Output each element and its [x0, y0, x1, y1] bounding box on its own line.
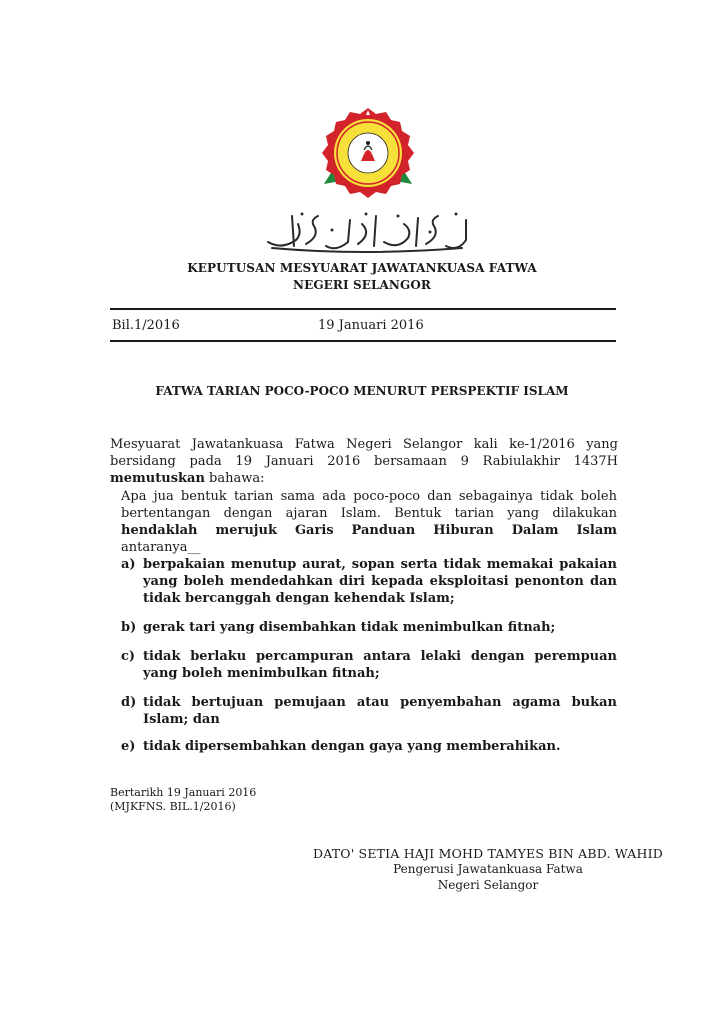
- list-item-label: b): [121, 620, 137, 635]
- signatory-organisation: Negeri Selangor: [437, 878, 539, 892]
- list-item-label: d): [121, 695, 137, 710]
- bottom-divider: [110, 340, 616, 342]
- list-item-text: gerak tari yang disembahkan tidak menimbulkan fitnah;: [143, 620, 556, 635]
- signatory-role: Pengerusi Jawatankuasa Fatwa: [393, 862, 583, 876]
- mufti-selangor-seal-logo: [320, 106, 416, 202]
- list-item: [121, 619, 617, 636]
- jawi-calligraphy-emblem: [262, 206, 472, 254]
- list-item-text: berpakaian menutup aurat, sopan serta tidak memakai pakaian yang boleh mendedahkan diri kepada eksploitasi penonton dan tidak bercanggah dengan kehendak Islam;: [143, 557, 617, 606]
- list-item-text: tidak dipersembahkan dengan gaya yang memberahikan.: [143, 739, 561, 754]
- list-item: [121, 648, 617, 682]
- document-date: 19 Januari 2016: [318, 318, 424, 333]
- list-item: [121, 556, 617, 607]
- document-heading-line-2: NEGERI SELANGOR: [293, 278, 431, 292]
- list-item: [121, 738, 617, 755]
- top-divider: [110, 308, 616, 310]
- list-item: [121, 694, 617, 728]
- list-item-text: tidak berlaku percampuran antara lelaki dengan perempuan yang boleh menimbulkan fitnah;: [143, 649, 617, 681]
- list-item-text: tidak bertujuan pemujaan atau penyembahan agama bukan Islam; dan: [143, 695, 617, 727]
- document-heading-line-1: KEPUTUSAN MESYUARAT JAWATANKUASA FATWA: [187, 261, 537, 275]
- reference-number: Bil.1/2016: [112, 318, 180, 333]
- intro-paragraph: Mesyuarat Jawatankuasa Fatwa Negeri Selangor kali ke-1/2016 yang bersidang pada 19 Januari 2016 bersamaan 9 Rabiulakhir 1437H memutuskan bahawa:: [110, 437, 618, 486]
- list-item-label: e): [121, 739, 136, 754]
- signatory-name: DATO' SETIA HAJI MOHD TAMYES BIN ABD. WAHID: [313, 846, 663, 861]
- reference-code: (MJKFNS. BIL.1/2016): [110, 800, 236, 813]
- dated-line: Bertarikh 19 Januari 2016: [110, 786, 257, 799]
- list-item-label: a): [121, 557, 136, 572]
- list-item-label: c): [121, 649, 136, 664]
- decision-paragraph: Apa jua bentuk tarian sama ada poco-poco dan sebagainya tidak boleh bertentangan dengan ajaran Islam. Bentuk tarian yang dilakukan hendaklah merujuk Garis Panduan Hiburan Dalam Islam antaranya__: [121, 489, 617, 555]
- fatwa-title: FATWA TARIAN POCO-POCO MENURUT PERSPEKTIF ISLAM: [155, 384, 569, 398]
